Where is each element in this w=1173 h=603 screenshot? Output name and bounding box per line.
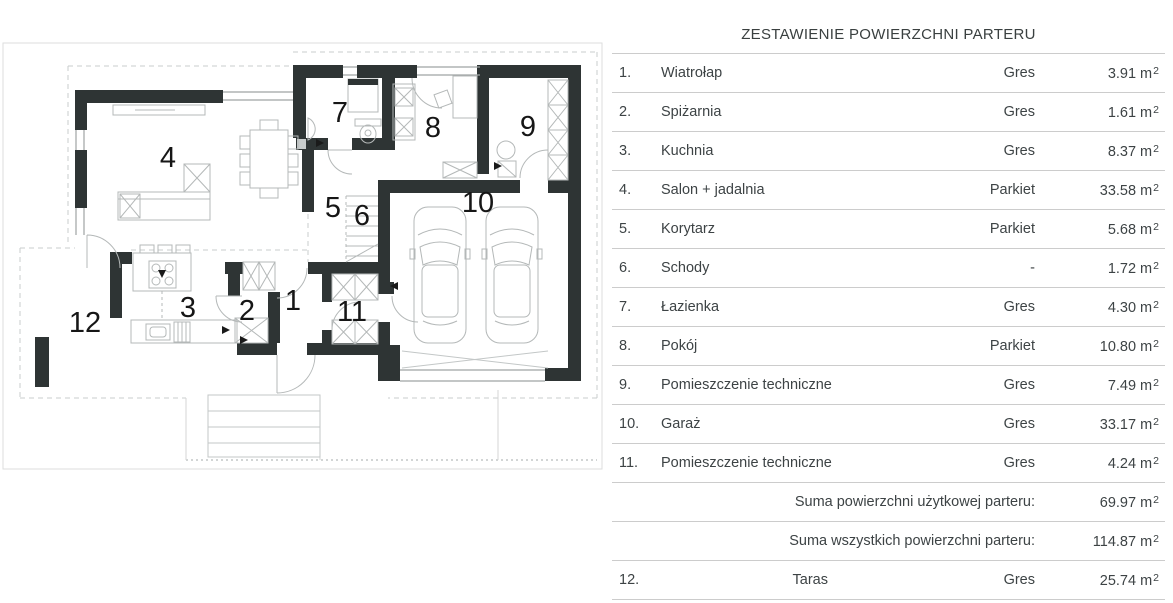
- room-label-7: 7: [331, 97, 349, 129]
- table-rows: [612, 53, 1165, 600]
- floor-material: Gres: [1003, 455, 1035, 471]
- room-label-4: 4: [159, 142, 177, 174]
- area-value: 33.17 $m^2$: [1099, 415, 1159, 433]
- garage-door-mark: [402, 351, 548, 368]
- floor-material: Parkiet: [989, 338, 1035, 354]
- area-value: 5.68 $m^2$: [1107, 220, 1159, 238]
- floor-material: Gres: [1003, 299, 1035, 315]
- table-row: [612, 131, 1165, 170]
- room9-fixtures: [497, 141, 516, 177]
- area-value: 8.37 $m^2$: [1107, 142, 1159, 160]
- room-name: Pokój: [661, 338, 698, 354]
- table-row: [612, 209, 1165, 248]
- room-name: Pomieszczenie techniczne: [661, 377, 832, 393]
- room-label-12: 12: [68, 307, 102, 339]
- room-name: Łazienka: [661, 299, 720, 315]
- floor-material: -: [1030, 260, 1035, 276]
- area-value: 33.58 $m^2$: [1099, 181, 1159, 199]
- area-value: 69.97 $m^2$: [1099, 493, 1159, 511]
- table-row: [612, 287, 1165, 326]
- room-name: Korytarz: [661, 221, 715, 237]
- area-value: 114.87 $m^2$: [1092, 532, 1159, 550]
- room-label-5: 5: [324, 192, 342, 224]
- table-row: [612, 53, 1165, 92]
- floor-material: Gres: [1003, 143, 1035, 159]
- table-row: [612, 560, 1165, 600]
- summary-label: Suma powierzchni użytkowej parteru:: [794, 494, 1035, 510]
- room-name: Spiżarnia: [661, 104, 722, 120]
- area-value: 3.91 $m^2$: [1107, 64, 1159, 82]
- row-number: 2.: [619, 104, 632, 120]
- table-row: [612, 92, 1165, 131]
- row-number: 5.: [619, 221, 632, 237]
- table-row: [612, 326, 1165, 365]
- room-label-11: 11: [336, 296, 368, 328]
- row-number: 9.: [619, 377, 632, 393]
- room-name: Kuchnia: [661, 143, 714, 159]
- area-value: 10.80 $m^2$: [1099, 337, 1159, 355]
- floor-material: Parkiet: [989, 221, 1035, 237]
- area-value: 4.30 $m^2$: [1107, 298, 1159, 316]
- row-number: 6.: [619, 260, 632, 276]
- table-row: [612, 248, 1165, 287]
- floor-material: Gres: [1003, 65, 1035, 81]
- summary-label: Suma wszystkich powierzchni parteru:: [789, 533, 1035, 549]
- table-row: [612, 404, 1165, 443]
- floor-material: Gres: [1003, 572, 1035, 588]
- table-row: [612, 170, 1165, 209]
- room-name: Wiatrołap: [661, 65, 723, 81]
- room-label-8: 8: [424, 112, 442, 144]
- area-value: 25.74 $m^2$: [1099, 571, 1159, 589]
- room-label-9: 9: [519, 111, 537, 143]
- row-number: 7.: [619, 299, 632, 315]
- room-name: Salon + jadalnia: [661, 182, 765, 198]
- room-label-6: 6: [353, 200, 371, 232]
- area-value: 1.61 $m^2$: [1107, 103, 1159, 121]
- room-name: Schody: [661, 260, 710, 276]
- row-number: 10.: [619, 416, 640, 432]
- floor-material: Gres: [1003, 377, 1035, 393]
- table-row: [612, 443, 1165, 482]
- floor-material: Parkiet: [989, 182, 1035, 198]
- area-table: [612, 20, 1165, 600]
- room-label-3: 3: [179, 292, 197, 324]
- table-row: [612, 365, 1165, 404]
- terrace-steps: [208, 395, 320, 457]
- row-number: 3.: [619, 143, 632, 159]
- area-value: 4.24 $m^2$: [1107, 454, 1159, 472]
- room-name: Pomieszczenie techniczne: [661, 455, 832, 471]
- area-value: 7.49 $m^2$: [1107, 376, 1159, 394]
- room-label-10: 10: [461, 187, 495, 219]
- room-name: Garaż: [661, 416, 701, 432]
- room-name: Taras: [792, 572, 828, 588]
- table-title: ZESTAWIENIE POWIERZCHNI PARTERU: [741, 26, 1036, 43]
- driveway-edges: [320, 390, 498, 460]
- row-number: 1.: [619, 65, 632, 81]
- summary-row: [612, 482, 1165, 521]
- room-label-2: 2: [238, 295, 256, 327]
- row-number: 11.: [619, 455, 639, 471]
- row-number: 8.: [619, 338, 632, 354]
- garage-cars: [410, 207, 542, 343]
- area-value: 1.72 $m^2$: [1107, 259, 1159, 277]
- summary-row: [612, 521, 1165, 560]
- row-number: 4.: [619, 182, 632, 198]
- room-label-1: 1: [284, 285, 302, 317]
- floor-material: Gres: [1003, 416, 1035, 432]
- floor-material: Gres: [1003, 104, 1035, 120]
- row-number: 12.: [619, 572, 640, 588]
